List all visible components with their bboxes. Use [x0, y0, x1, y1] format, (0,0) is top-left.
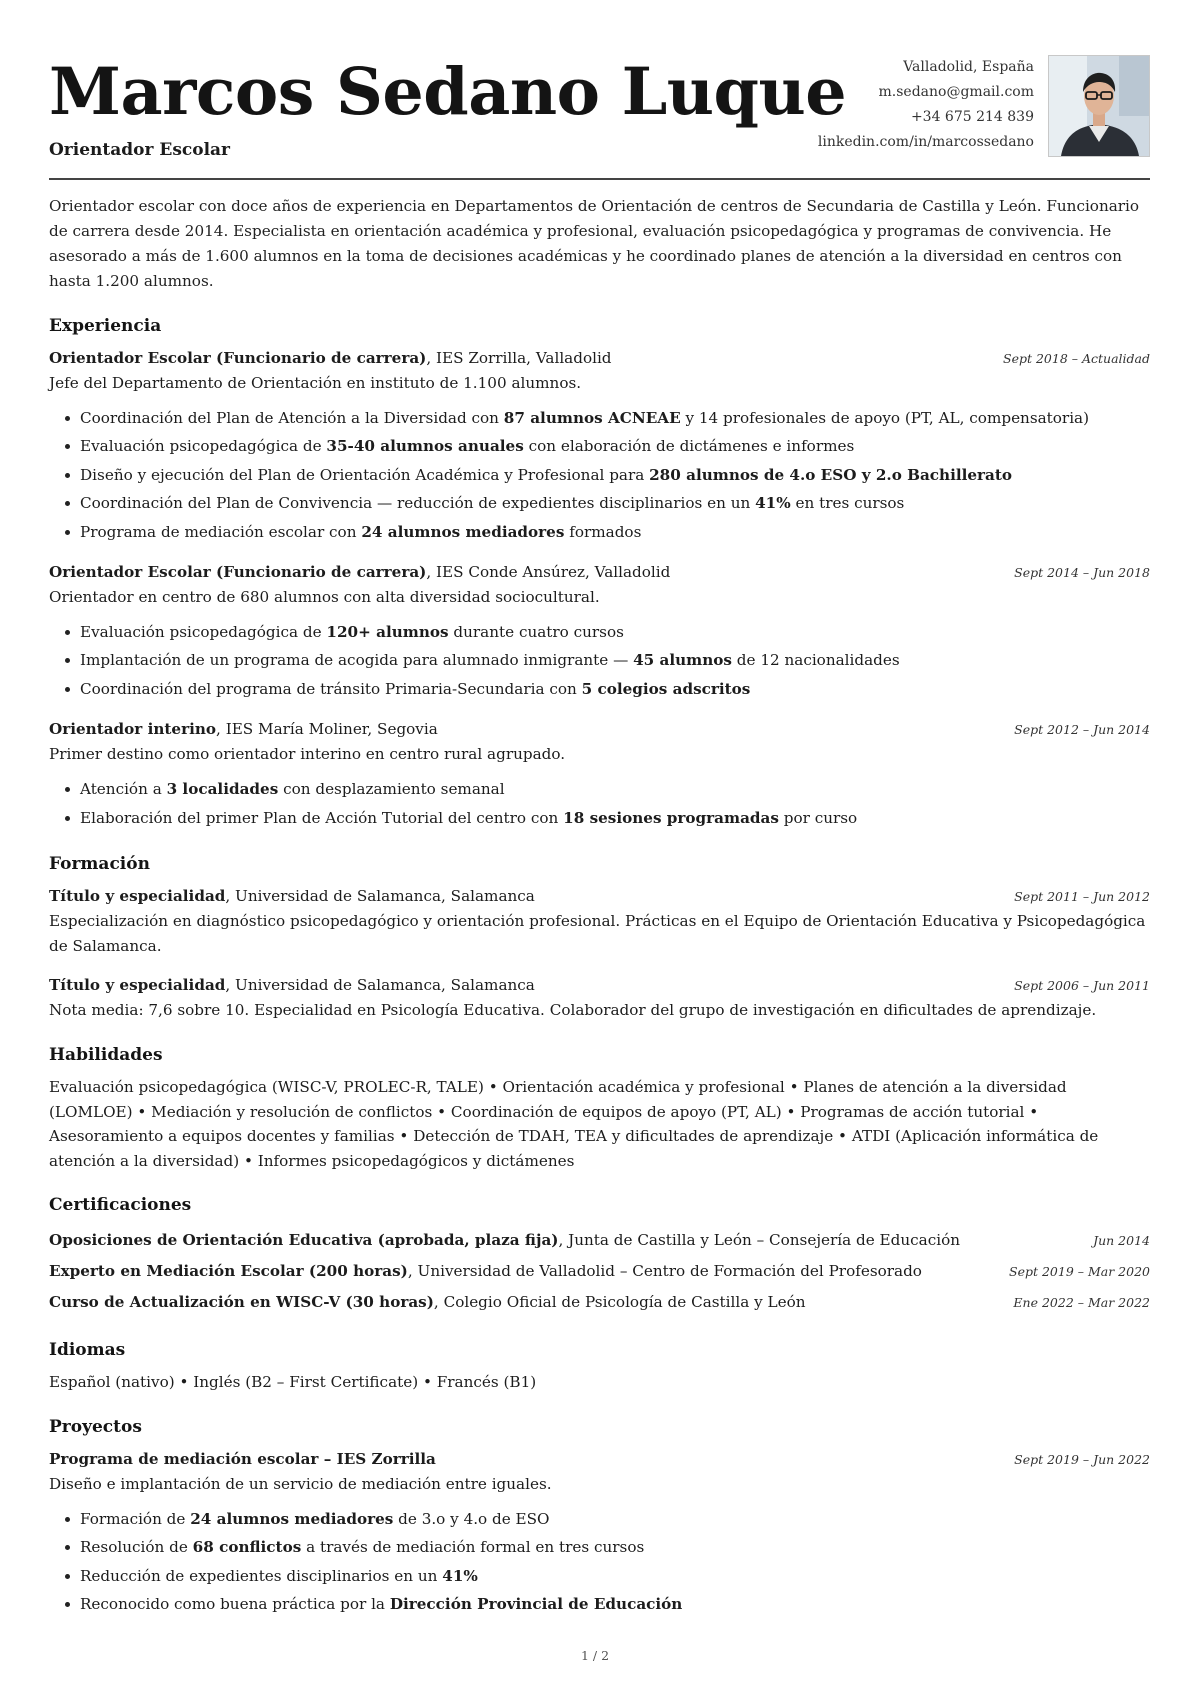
bullet-item — [49, 804, 1150, 832]
education-list — [49, 884, 1150, 1023]
bullet-text: Reducción de expedientes disciplinarios en un — [80, 1566, 443, 1585]
bullet-list — [49, 1505, 1150, 1619]
section-heading-languages: Idiomas — [49, 1340, 126, 1361]
bullet-highlight: 280 alumnos de 4.o ESO y 2.o Bachillerato — [649, 465, 1013, 484]
resume-header — [49, 0, 1150, 180]
bullet-text: durante cuatro cursos — [448, 623, 624, 642]
bullet-highlight: 24 alumnos mediadores — [361, 522, 565, 541]
job-title: Orientador Escolar — [49, 140, 231, 160]
experience-employer: , IES Conde Ansúrez, Valladolid — [426, 563, 671, 582]
bullet-list — [49, 775, 1150, 832]
experience-header — [49, 346, 1150, 371]
experience-entry — [49, 560, 1150, 703]
section-heading-experience: Experiencia — [49, 316, 162, 336]
bullet-text: y 14 profesionales de apoyo (PT, AL, compensatoria) — [680, 409, 1090, 427]
bullet-text: Reconocido como buena práctica por la — [80, 1595, 390, 1614]
bullet-highlight: 41% — [755, 494, 791, 513]
skills-text: Evaluación psicopedagógica (WISC-V, PROLEC-R, TALE) • Orientación académica y profesional • Planes de atención a la diversidad (LOMLOE) • Mediación y resolución de conflictos • Coordinación de equipos de apoyo (PT, AL) • Programas de acción tutorial • Asesoramiento a equipos docentes y familias • Detección de TDAH, TEA y dificultades de aprendizaje • ATDI (Aplicación informática de atención a la diversidad) • Informes psicopedagógicos y dictámenes — [49, 1078, 1099, 1170]
bullet-text: Coordinación del programa de tránsito Primaria-Secundaria con — [80, 679, 582, 698]
project-description: Diseño e implantación de un servicio de mediación entre iguales. — [49, 1475, 552, 1494]
education-degree: Título y especialidad — [49, 887, 226, 906]
certification-name: Curso de Actualización en WISC-V (30 horas) — [49, 1293, 434, 1312]
contact-info — [818, 55, 1034, 155]
education-entry — [49, 973, 1150, 1023]
education-institution: , Universidad de Salamanca, Salamanca — [225, 976, 535, 995]
languages-text: Español (nativo) • Inglés (B2 – First Certificate) • Francés (B1) — [49, 1373, 537, 1392]
page-number: 1 / 2 — [580, 1648, 610, 1663]
bullet-text: de 3.o y 4.o de ESO — [393, 1510, 550, 1529]
bullet-text: Coordinación del Plan de Convivencia — reducción de expedientes disciplinarios en un — [80, 494, 756, 513]
resume-page — [49, 0, 1150, 1633]
certification-entry — [49, 1287, 1150, 1318]
certification-issuer: , Colegio Oficial de Psicología de Castilla y León — [433, 1293, 806, 1312]
bullet-item — [49, 1533, 1150, 1561]
bullet-text: Programa de mediación escolar con — [80, 522, 362, 541]
bullet-item — [49, 618, 1150, 646]
contact-linkedin[interactable]: linkedin.com/in/marcossedano — [817, 134, 1034, 150]
certification-date: Sept 2019 – Mar 2020 — [1009, 1264, 1150, 1280]
experience-description: Primer destino como orientador interino en centro rural agrupado. — [49, 745, 566, 764]
portrait-icon — [1049, 56, 1149, 156]
certification-date: Jun 2014 — [1093, 1233, 1150, 1249]
bullet-text: de 12 nacionalidades — [731, 651, 900, 670]
contact-location: Valladolid, España — [903, 59, 1034, 75]
contact-phone: +34 675 214 839 — [910, 109, 1034, 125]
experience-entry — [49, 346, 1150, 546]
experience-employer: , IES María Moliner, Segovia — [216, 720, 438, 739]
bullet-text: en tres cursos — [790, 494, 905, 513]
project-header — [49, 1447, 1150, 1472]
profile-summary: Orientador escolar con doce años de experiencia en Departamentos de Orientación de centros de Secundaria de Castilla y León. Funcionario de carrera desde 2014. Especialista en orientación académica y profesional, evaluación psicopedagógica y programas de convivencia. He asesorado a más de 1.600 alumnos en la toma de decisiones académicas y he coordinado planes de atención a la diversidad en centros con hasta 1.200 alumnos. — [49, 197, 1140, 290]
certification-name: Oposiciones de Orientación Educativa (aprobada, plaza fija) — [49, 1231, 559, 1250]
education-date: Sept 2011 – Jun 2012 — [1014, 889, 1150, 905]
bullet-highlight: 35-40 alumnos anuales — [326, 437, 524, 456]
bullet-text: formados — [564, 522, 642, 541]
certification-name: Experto en Mediación Escolar (200 horas) — [49, 1262, 408, 1281]
experience-role: Orientador Escolar (Funcionario de carrera) — [49, 349, 427, 367]
experience-entry — [49, 717, 1150, 832]
bullet-text: Atención a — [80, 780, 167, 799]
bullet-highlight: Dirección Provincial de Educación — [389, 1595, 683, 1614]
experience-header — [49, 717, 1150, 742]
education-degree: Título y especialidad — [49, 976, 226, 995]
bullet-highlight: 3 localidades — [166, 780, 279, 799]
experience-description: Jefe del Departamento de Orientación en instituto de 1.100 alumnos. — [49, 374, 582, 392]
education-institution: , Universidad de Salamanca, Salamanca — [225, 887, 535, 906]
bullet-text: Diseño y ejecución del Plan de Orientación Académica y Profesional para — [80, 465, 650, 484]
candidate-name: Marcos Sedano Luque — [49, 54, 847, 130]
bullet-item — [49, 675, 1150, 703]
bullet-highlight: 45 alumnos — [633, 651, 732, 670]
experience-date: Sept 2014 – Jun 2018 — [1014, 565, 1150, 581]
bullet-text: Implantación de un programa de acogida para alumnado inmigrante — — [80, 651, 634, 670]
certification-entry — [49, 1256, 1150, 1287]
bullet-item — [49, 775, 1150, 803]
bullet-highlight: 120+ alumnos — [326, 623, 449, 642]
certification-issuer: , Universidad de Valladolid – Centro de Formación del Profesorado — [407, 1262, 922, 1281]
project-name: Programa de mediación escolar – IES Zorrilla — [49, 1450, 436, 1469]
experience-date: Sept 2018 – Actualidad — [1003, 351, 1150, 366]
certification-list — [49, 1225, 1150, 1318]
bullet-highlight: 24 alumnos mediadores — [190, 1510, 394, 1529]
bullet-text: a través de mediación formal en tres cursos — [301, 1538, 645, 1557]
bullet-highlight: 41% — [442, 1566, 478, 1585]
experience-list — [49, 346, 1150, 832]
experience-role: Orientador Escolar (Funcionario de carrera) — [49, 563, 427, 582]
section-heading-projects: Proyectos — [49, 1417, 142, 1438]
header-divider — [49, 178, 1150, 180]
bullet-list — [49, 618, 1150, 703]
education-header — [49, 973, 1150, 998]
profile-photo — [1048, 55, 1150, 157]
bullet-text: con desplazamiento semanal — [278, 780, 505, 799]
bullet-highlight: 5 colegios adscritos — [581, 679, 751, 698]
bullet-item — [49, 432, 1150, 460]
bullet-list — [49, 404, 1150, 546]
bullet-item — [49, 1505, 1150, 1533]
section-heading-certifications: Certificaciones — [49, 1195, 192, 1216]
education-date: Sept 2006 – Jun 2011 — [1014, 978, 1150, 994]
project-list — [49, 1447, 1150, 1619]
education-description: Nota media: 7,6 sobre 10. Especialidad en Psicología Educativa. Colaborador del grupo de investigación en dificultades de aprendizaje. — [49, 1001, 1097, 1020]
bullet-item — [49, 1590, 1150, 1618]
experience-date: Sept 2012 – Jun 2014 — [1014, 722, 1150, 738]
project-entry — [49, 1447, 1150, 1619]
experience-description: Orientador en centro de 680 alumnos con alta diversidad sociocultural. — [49, 588, 600, 607]
bullet-highlight: 68 conflictos — [192, 1538, 302, 1557]
contact-email[interactable]: m.sedano@gmail.com — [878, 84, 1034, 100]
certification-entry — [49, 1225, 1150, 1256]
bullet-item — [49, 404, 1150, 432]
experience-header — [49, 560, 1150, 585]
experience-employer: , IES Zorrilla, Valladolid — [426, 349, 612, 367]
bullet-item — [49, 461, 1150, 489]
experience-role: Orientador interino — [49, 720, 217, 739]
bullet-text: con elaboración de dictámenes e informes — [523, 437, 855, 456]
section-heading-education: Formación — [49, 854, 150, 875]
bullet-item — [49, 1562, 1150, 1590]
bullet-text: Elaboración del primer Plan de Acción Tutorial del centro con — [80, 808, 564, 827]
education-entry — [49, 884, 1150, 959]
bullet-text: por curso — [778, 808, 858, 827]
bullet-item — [49, 646, 1150, 674]
bullet-text: Evaluación psicopedagógica de — [80, 623, 327, 642]
bullet-highlight: 87 alumnos ACNEAE — [503, 409, 681, 427]
section-heading-skills: Habilidades — [49, 1045, 163, 1066]
education-header — [49, 884, 1150, 909]
bullet-text: Resolución de — [80, 1538, 193, 1557]
bullet-item — [49, 489, 1150, 517]
education-description: Especialización en diagnóstico psicopedagógico y orientación profesional. Prácticas en el Equipo de Orientación Educativa y Psicopedagógica de Salamanca. — [49, 912, 1146, 956]
bullet-text: Formación de — [80, 1510, 191, 1529]
bullet-highlight: 18 sesiones programadas — [563, 808, 779, 827]
certification-date: Ene 2022 – Mar 2022 — [1013, 1295, 1150, 1311]
bullet-text: Coordinación del Plan de Atención a la Diversidad con — [80, 409, 504, 427]
project-date: Sept 2019 – Jun 2022 — [1014, 1452, 1150, 1468]
certification-issuer: , Junta de Castilla y León – Consejería de Educación — [558, 1231, 960, 1250]
bullet-item — [49, 518, 1150, 546]
bullet-text: Evaluación psicopedagógica de — [80, 437, 327, 456]
